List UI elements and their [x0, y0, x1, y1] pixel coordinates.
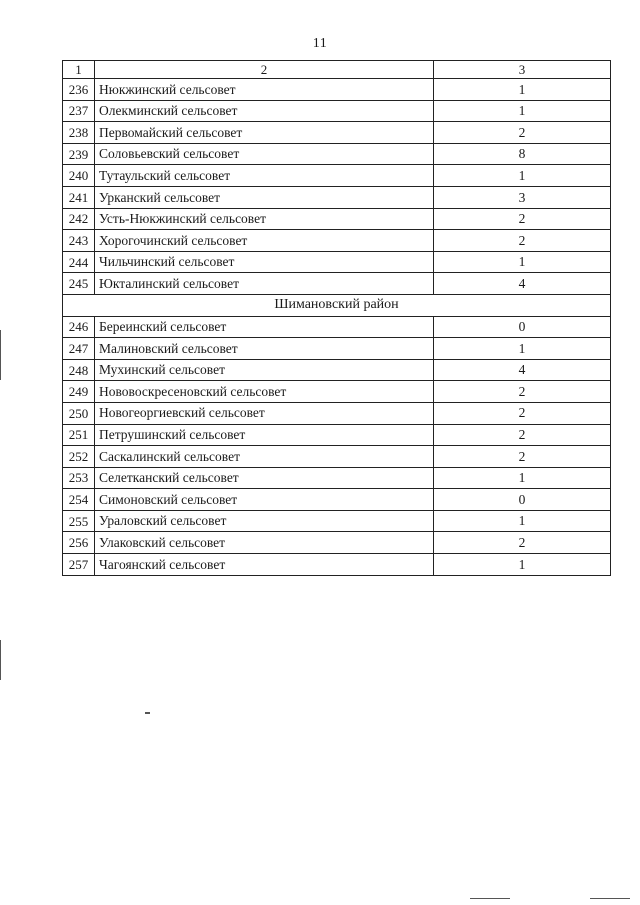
- row-number: 248: [63, 359, 95, 381]
- row-value: 1: [434, 100, 611, 122]
- table-row: [63, 100, 611, 122]
- settlement-table: [62, 60, 611, 576]
- row-value: 1: [434, 554, 611, 576]
- table-row: [63, 79, 611, 101]
- table-row: [63, 273, 611, 295]
- page-number: 11: [312, 36, 328, 51]
- row-name: Береинский сельсовет: [95, 316, 434, 338]
- row-name: Первомайский сельсовет: [95, 122, 434, 144]
- row-number: 242: [63, 208, 95, 230]
- row-name: Малиновский сельсовет: [95, 338, 434, 360]
- row-number: 238: [63, 122, 95, 144]
- table-row: [63, 467, 611, 489]
- section-title: Шимановский район: [63, 294, 611, 316]
- section-row: [63, 294, 611, 316]
- row-name: Нововоскресеновский сельсовет: [95, 381, 434, 403]
- row-name: Улаковский сельсовет: [95, 532, 434, 554]
- table-row: [63, 424, 611, 446]
- table-row: [63, 446, 611, 468]
- row-number: 255: [63, 510, 95, 532]
- row-number: 237: [63, 100, 95, 122]
- row-number: 243: [63, 230, 95, 252]
- row-value: 1: [434, 251, 611, 273]
- table-row: [63, 338, 611, 360]
- row-number: 253: [63, 467, 95, 489]
- table-row: [63, 532, 611, 554]
- row-name: Соловьевский сельсовет: [95, 143, 434, 165]
- header-cell-name: 2: [95, 61, 434, 79]
- row-name: Чагоянский сельсовет: [95, 554, 434, 576]
- scan-edge-mark: [145, 712, 150, 714]
- table-row: [63, 230, 611, 252]
- table-body: [63, 61, 611, 576]
- row-number: 252: [63, 446, 95, 468]
- row-value: 0: [434, 316, 611, 338]
- row-value: 1: [434, 467, 611, 489]
- row-number: 251: [63, 424, 95, 446]
- row-name: Олекминский сельсовет: [95, 100, 434, 122]
- scan-edge-mark: [0, 330, 1, 380]
- row-value: 4: [434, 359, 611, 381]
- row-name: Хорогочинский сельсовет: [95, 230, 434, 252]
- table-row: [63, 359, 611, 381]
- row-value: 1: [434, 510, 611, 532]
- table-header-row: [63, 61, 611, 79]
- row-value: 2: [434, 122, 611, 144]
- scan-edge-mark: [470, 898, 510, 899]
- table-row: [63, 489, 611, 511]
- row-value: 1: [434, 79, 611, 101]
- row-number: 247: [63, 338, 95, 360]
- row-number: 246: [63, 316, 95, 338]
- row-name: Мухинский сельсовет: [95, 359, 434, 381]
- table-row: [63, 251, 611, 273]
- row-number: 236: [63, 79, 95, 101]
- row-value: 2: [434, 208, 611, 230]
- row-name: Ураловский сельсовет: [95, 510, 434, 532]
- row-value: 2: [434, 424, 611, 446]
- row-name: Симоновский сельсовет: [95, 489, 434, 511]
- table-row: [63, 208, 611, 230]
- row-value: 2: [434, 402, 611, 424]
- row-name: Петрушинский сельсовет: [95, 424, 434, 446]
- row-name: Нюкжинский сельсовет: [95, 79, 434, 101]
- row-value: 2: [434, 532, 611, 554]
- table-row: [63, 186, 611, 208]
- row-number: 245: [63, 273, 95, 295]
- header-cell-number: 1: [63, 61, 95, 79]
- row-value: 8: [434, 143, 611, 165]
- row-name: Усть-Нюкжинский сельсовет: [95, 208, 434, 230]
- row-value: 2: [434, 446, 611, 468]
- row-number: 241: [63, 186, 95, 208]
- row-name: Новогеоргиевский сельсовет: [95, 402, 434, 424]
- row-name: Чильчинский сельсовет: [95, 251, 434, 273]
- table-row: [63, 316, 611, 338]
- scan-edge-mark: [590, 898, 630, 899]
- row-number: 254: [63, 489, 95, 511]
- row-number: 240: [63, 165, 95, 187]
- row-name: Урканский сельсовет: [95, 186, 434, 208]
- table-row: [63, 510, 611, 532]
- table-row: [63, 143, 611, 165]
- row-value: 0: [434, 489, 611, 511]
- header-cell-value: 3: [434, 61, 611, 79]
- row-value: 2: [434, 381, 611, 403]
- row-value: 4: [434, 273, 611, 295]
- table-row: [63, 402, 611, 424]
- row-value: 2: [434, 230, 611, 252]
- row-value: 1: [434, 338, 611, 360]
- row-number: 244: [63, 251, 95, 273]
- row-number: 256: [63, 532, 95, 554]
- row-value: 1: [434, 165, 611, 187]
- row-value: 3: [434, 186, 611, 208]
- row-name: Саскалинский сельсовет: [95, 446, 434, 468]
- table-row: [63, 165, 611, 187]
- table-row: [63, 554, 611, 576]
- table-row: [63, 381, 611, 403]
- row-number: 250: [63, 402, 95, 424]
- row-name: Тутаульский сельсовет: [95, 165, 434, 187]
- table-row: [63, 122, 611, 144]
- row-name: Юкталинский сельсовет: [95, 273, 434, 295]
- row-number: 257: [63, 554, 95, 576]
- row-name: Селетканский сельсовет: [95, 467, 434, 489]
- row-number: 239: [63, 143, 95, 165]
- row-number: 249: [63, 381, 95, 403]
- scan-edge-mark: [0, 640, 1, 680]
